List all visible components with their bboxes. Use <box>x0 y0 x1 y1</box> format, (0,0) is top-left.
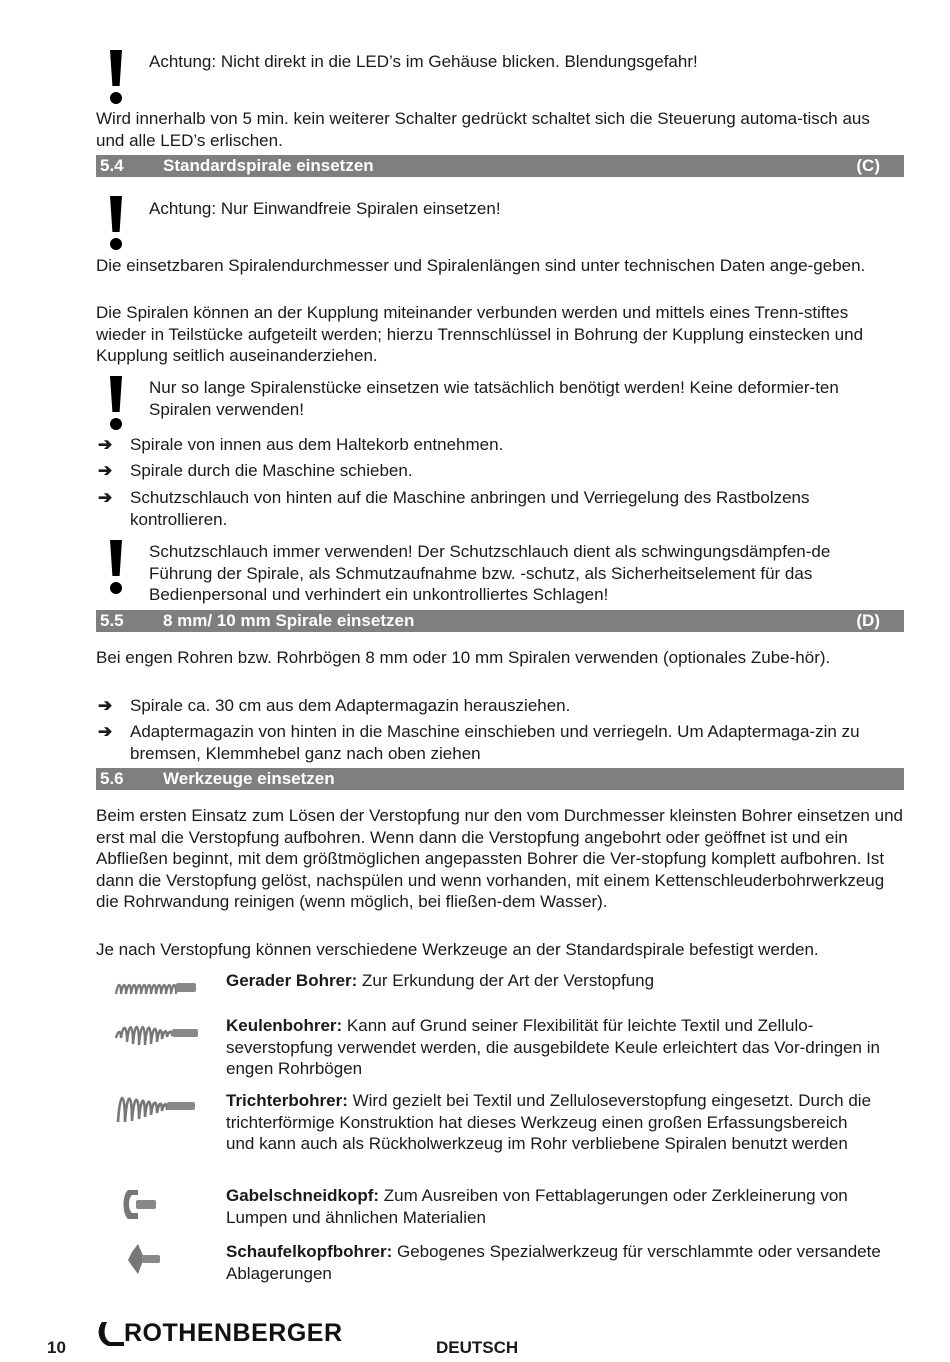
arrow-icon: ➔ <box>98 461 113 480</box>
paragraph: Die einsetzbaren Spiralendurchmesser und Spiralenlängen sind unter technischen Daten ange-geben. <box>96 256 866 275</box>
tool-desc: Wird gezielt bei Textil und Zelluloseverstopfung eingesetzt. Durch die trichterförmige Konstruktion hat dieses Werkzeug einen großen Erfassungsbereich und kann auch als Rückholwerkzeug im Rohr verbliebene Spiralen benutzt werden <box>226 1091 872 1153</box>
paragraph: Wird innerhalb von 5 min. kein weiterer Schalter gedrückt schaltet sich die Steuerung automa-tisch aus und alle LED’s erlischen. <box>96 109 870 150</box>
section-header-5-5 <box>96 610 904 632</box>
section-header-5-6 <box>96 768 904 790</box>
tool-description <box>226 1090 876 1155</box>
arrow-icon: ➔ <box>98 696 113 715</box>
straight-drill-icon <box>112 976 198 1000</box>
footer-language: DEUTSCH <box>436 1338 519 1357</box>
warning-text: Schutzschlauch immer verwenden! Der Schutzschlauch dient als schwingungsdämpfen-de Führung der Spirale, als Schmutzaufnahme bzw. -schutz, als Sicherheitselement für das Bedienpersonal und verhindert ein unkontrolliertes Schlagen! <box>149 542 831 604</box>
warning-text: Achtung: Nicht direkt in die LED’s im Gehäuse blicken. Blendungsgefahr! <box>149 52 698 71</box>
section-number: 5.6 <box>100 769 124 788</box>
section-figure-ref: (D) <box>856 611 880 630</box>
section-number: 5.5 <box>100 611 124 630</box>
section-title: Standardspirale einsetzen <box>163 156 374 175</box>
brand-name: ROTHENBERGER <box>124 1319 343 1347</box>
tool-name: Trichterbohrer: <box>226 1091 348 1110</box>
tool-description <box>226 1015 886 1080</box>
section-figure-ref: (C) <box>856 156 880 175</box>
section-title: 8 mm/ 10 mm Spirale einsetzen <box>163 611 415 630</box>
funnel-drill-icon <box>112 1088 202 1126</box>
instruction-step: Spirale durch die Maschine schieben. <box>130 461 413 480</box>
tool-desc: Zum Ausreiben von Fettablagerungen oder Zerkleinerung von Lumpen und ähnlichen Materialien <box>226 1186 848 1227</box>
instruction-step: Schutzschlauch von hinten auf die Maschine anbringen und Verriegelung des Rastbolzens kontrollieren. <box>130 488 810 529</box>
tool-desc: Gebogenes Spezialwerkzeug für verschlammte oder versandete Ablagerungen <box>226 1242 881 1283</box>
section-header-5-4 <box>96 155 904 177</box>
tool-desc: Zur Erkundung der Art der Verstopfung <box>357 971 655 990</box>
paragraph: Je nach Verstopfung können verschiedene Werkzeuge an der Standardspirale befestigt werden. <box>96 940 819 959</box>
warning-text: Nur so lange Spiralenstücke einsetzen wie tatsächlich benötigt werden! Keine deformier-ten Spiralen verwenden! <box>149 378 839 419</box>
fork-cutter-icon <box>118 1186 158 1224</box>
tool-description <box>226 1185 896 1228</box>
tool-desc: Kann auf Grund seiner Flexibilität für leichte Textil und Zellulo-severstopfung verwendet werden, die ausgebildete Keule erleichtert das Vor-dringen in engen Rohrbögen <box>226 1016 880 1078</box>
arrow-icon: ➔ <box>98 722 113 741</box>
arrow-icon: ➔ <box>98 488 113 507</box>
tool-name: Gerader Bohrer: <box>226 971 358 990</box>
instruction-step: Spirale ca. 30 cm aus dem Adaptermagazin herausziehen. <box>130 696 571 715</box>
logo-swoosh-icon <box>96 1320 126 1348</box>
instruction-step: Adaptermagazin von hinten in die Maschine einschieben und verriegeln. Um Adaptermaga-zin zu bremsen, Klemmhebel ganz nach oben ziehen <box>130 722 860 763</box>
warning-text: Achtung: Nur Einwandfreie Spiralen einsetzen! <box>149 199 501 218</box>
tool-name: Schaufelkopfbohrer: <box>226 1242 393 1261</box>
shovel-head-drill-icon <box>124 1242 164 1278</box>
tool-description <box>226 1241 896 1284</box>
section-title: Werkzeuge einsetzen <box>163 769 335 788</box>
instruction-step: Spirale von innen aus dem Haltekorb entnehmen. <box>130 435 504 454</box>
club-drill-icon <box>112 1018 202 1048</box>
tool-name: Gabelschneidkopf: <box>226 1186 380 1205</box>
section-number: 5.4 <box>100 156 124 175</box>
tool-description <box>226 970 896 992</box>
paragraph: Beim ersten Einsatz zum Lösen der Verstopfung nur den vom Durchmesser kleinsten Bohrer einsetzen und erst mal die Verstopfung aufbohren. Wenn dann die Verstopfung angebohrt oder geöffnet ist und ein Abfließen beginnt, mit dem größtmöglichen angepassten Bohrer die Ver-stopfung komplett aufbohren. Ist dann die Verstopfung gelöst, nachspülen und wenn vorhanden, mit einem Kettenschleuderbohrwerkzeug die Rohrwandung reinigen (wenn möglich, bei fließen-dem Wasser). <box>96 806 903 911</box>
paragraph: Bei engen Rohren bzw. Rohrbögen 8 mm oder 10 mm Spiralen verwenden (optionales Zube-hör). <box>96 648 831 667</box>
arrow-icon: ➔ <box>98 435 113 454</box>
paragraph: Die Spiralen können an der Kupplung miteinander verbunden werden und mittels eines Trenn-stiftes wieder in Teilstücke aufgeteilt werden; hierzu Trennschlüssel in Bohrung der Kupplung einstecken und Kupplung seitlich auseinanderziehen. <box>96 303 864 365</box>
page-number: 10 <box>47 1338 66 1357</box>
tool-name: Keulenbohrer: <box>226 1016 343 1035</box>
